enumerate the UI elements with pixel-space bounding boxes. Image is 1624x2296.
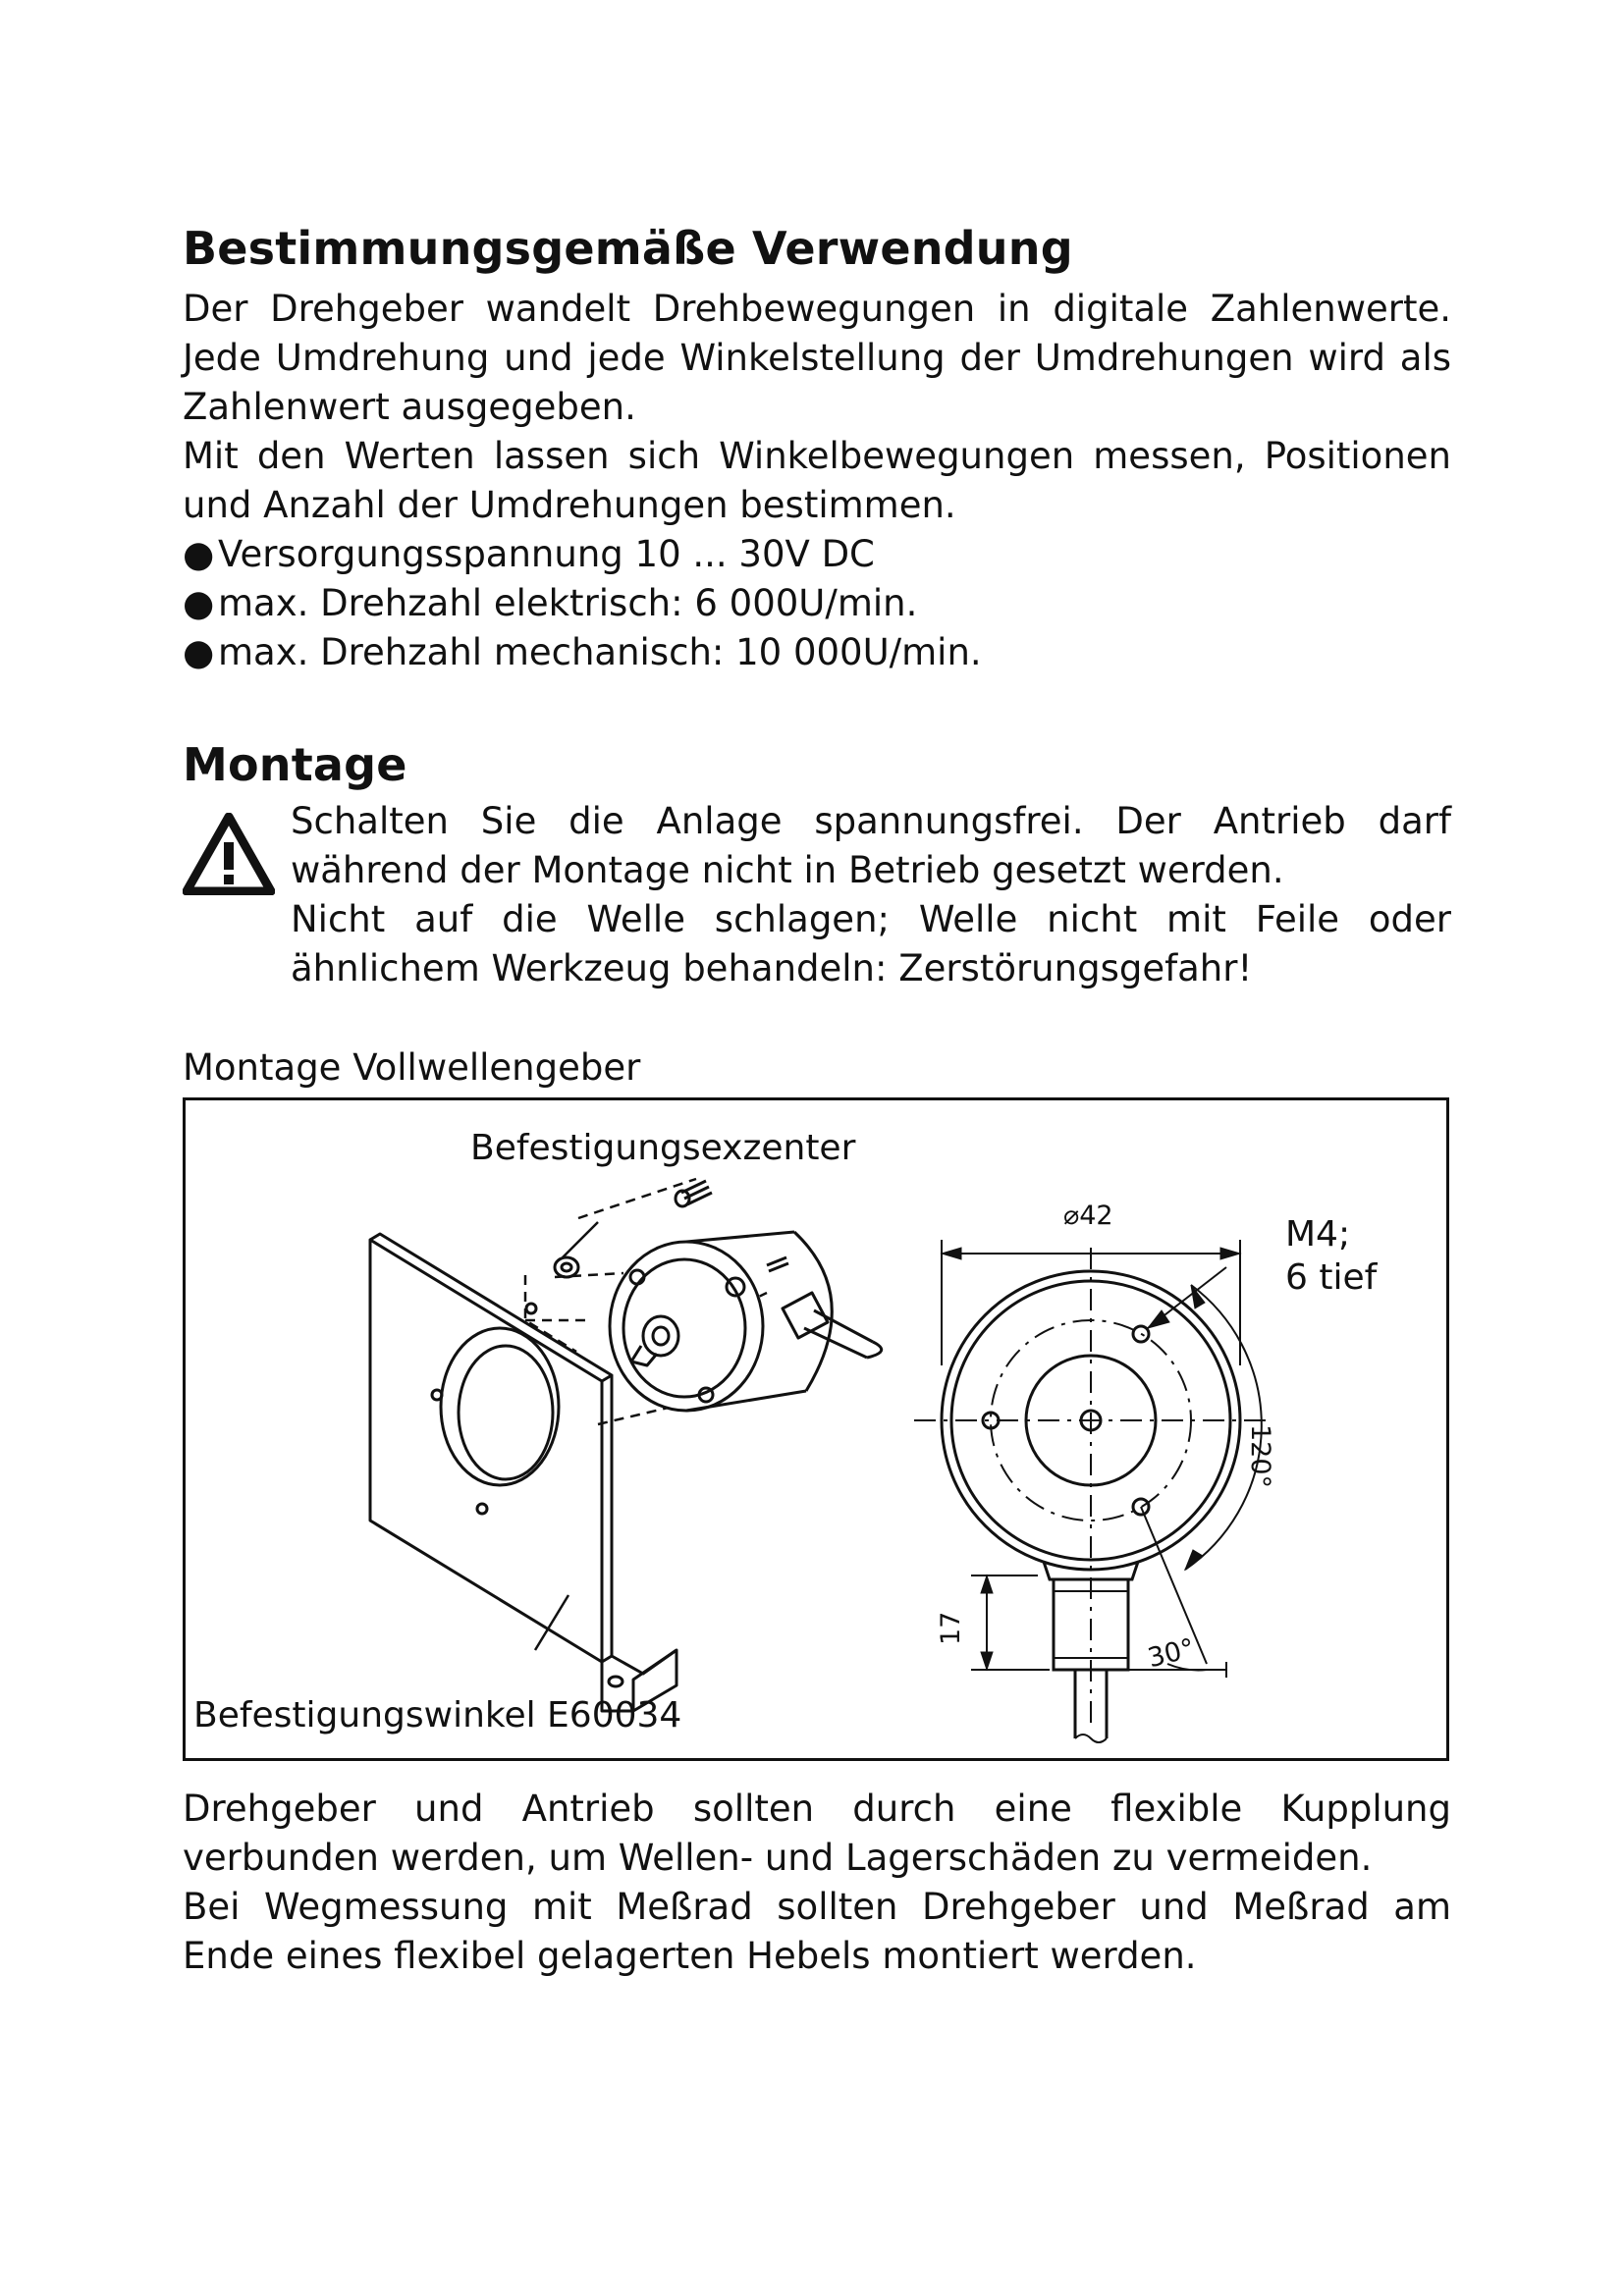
spec-list xyxy=(183,530,982,677)
section-title-mounting: Montage xyxy=(183,738,407,791)
spec-item: ● max. Drehzahl mechanisch: 10 000U/min. xyxy=(183,628,982,677)
label-thread-line2: 6 tief xyxy=(1285,1257,1378,1298)
label-eccentric: Befestigungsexzenter xyxy=(470,1128,856,1168)
bullet-icon: ● xyxy=(183,533,215,575)
mounting-figure xyxy=(183,1097,1449,1761)
dim-diameter: ⌀42 xyxy=(1063,1201,1113,1231)
bullet-icon: ● xyxy=(183,631,215,673)
warning-triangle-icon xyxy=(183,813,275,895)
intended-use-paragraph-1: Der Drehgeber wandelt Drehbewegungen in digitale Zahlenwerte. Jede Umdrehung und jede Winkelstellung der Umdrehungen wird als Zahlenwert ausgegeben. xyxy=(183,288,1451,428)
dim-height-17: 17 xyxy=(936,1611,966,1645)
intended-use-paragraph-2: Mit den Werten lassen sich Winkelbewegungen messen, Positionen und Anzahl der Umdrehungen bestimmen. xyxy=(183,435,1451,526)
label-thread-line1: M4; xyxy=(1285,1214,1351,1255)
figure-caption: Montage Vollwellengeber xyxy=(183,1046,641,1089)
warning-text-2: Nicht auf die Welle schlagen; Welle nicht mit Feile oder ähnlichem Werkzeug behandeln: Zerstörungsgefahr! xyxy=(291,898,1451,989)
measuring-wheel-paragraph: Bei Wegmessung mit Meßrad sollten Drehgeber und Meßrad am Ende eines flexibel gelagerten Hebels montiert werden. xyxy=(183,1886,1451,1977)
bullet-icon: ● xyxy=(183,582,215,624)
section-title-intended-use: Bestimmungsgemäße Verwendung xyxy=(183,222,1073,275)
spec-item: ● Versorgungsspannung 10 ... 30V DC xyxy=(183,530,982,579)
spec-item: ● max. Drehzahl elektrisch: 6 000U/min. xyxy=(183,579,982,628)
dim-angle-120: 120° xyxy=(1245,1424,1275,1489)
dim-angle-30: 30° xyxy=(1144,1632,1198,1675)
warning-text: Schalten Sie die Anlage spannungsfrei. Der Antrieb darf während der Montage nicht in Betrieb gesetzt werden. xyxy=(291,800,1451,891)
coupling-paragraph: Drehgeber und Antrieb sollten durch eine flexible Kupplung verbunden werden, um Wellen- und Lagerschäden zu vermeiden. xyxy=(183,1788,1451,1879)
label-bracket: Befestigungswinkel E60034 xyxy=(193,1695,682,1735)
